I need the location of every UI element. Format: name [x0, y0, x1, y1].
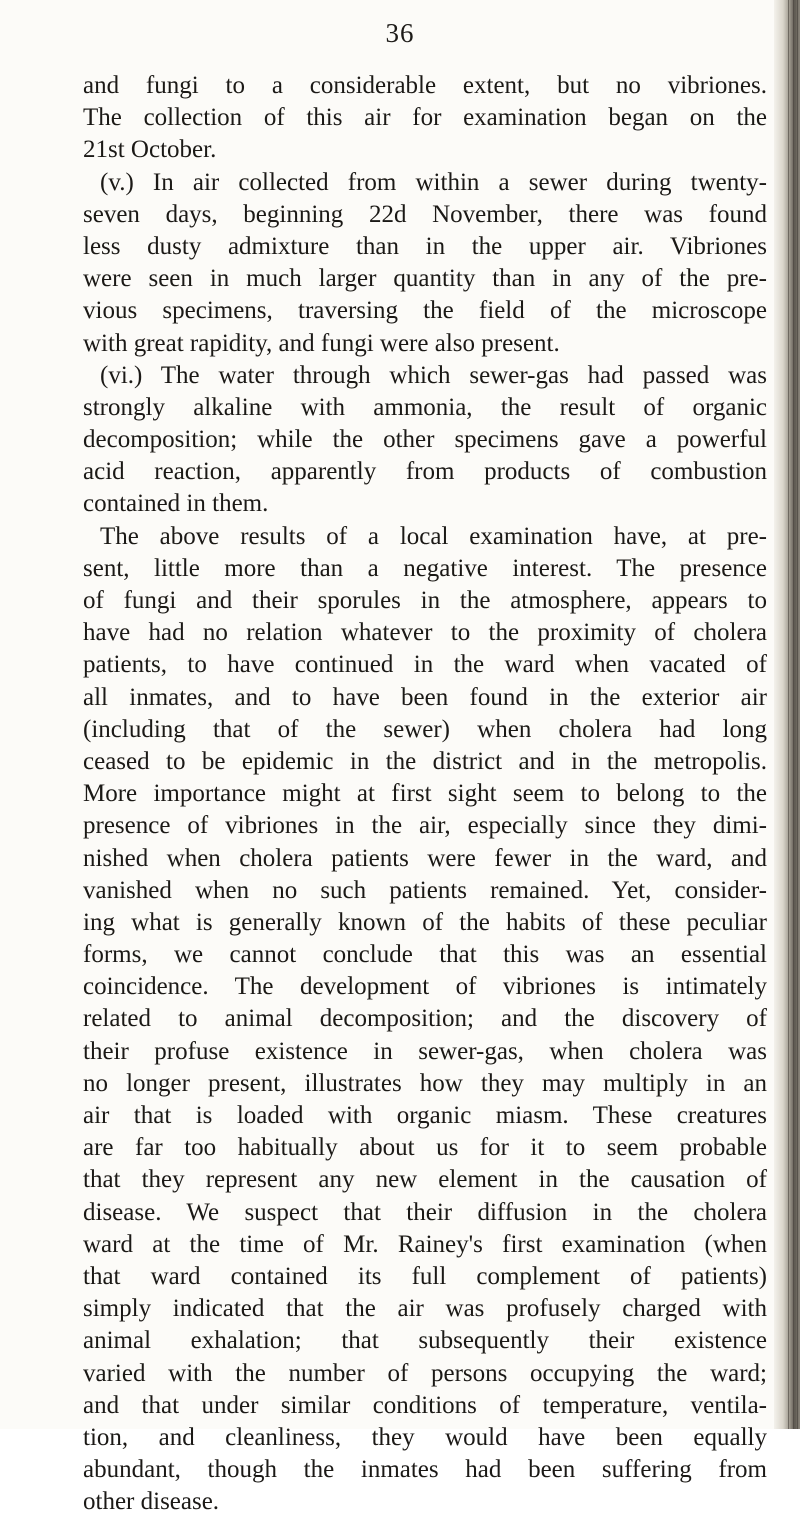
text-line: patients, to have continued in the ward when vacated of	[83, 651, 767, 679]
page-number: 36	[385, 18, 415, 48]
body-text	[83, 70, 767, 1518]
text-line: simply indicated that the air was profusely charged with	[83, 1295, 767, 1323]
text-line: contained in them.	[83, 490, 269, 518]
text-line: all inmates, and to have been found in the exterior air	[83, 683, 767, 711]
page-edge-line	[797, 0, 798, 1429]
text-line: of fungi and their sporules in the atmosphere, appears to	[83, 587, 767, 614]
text-line: other disease.	[83, 1488, 220, 1516]
text-line: decomposition; while the other specimens gave a powerful	[83, 426, 767, 454]
text-line: ceased to be epidemic in the district and in the metropolis.	[83, 747, 767, 775]
text-line: abundant, though the inmates had been suffering from	[83, 1456, 767, 1484]
page-edge-shadow	[774, 0, 800, 1429]
text-line: ward at the time of Mr. Rainey's first examination (when	[83, 1230, 767, 1258]
text-line: and that under similar conditions of temperature, ventila-	[83, 1391, 767, 1419]
text-line: (including that of the sewer) when cholera had long	[83, 715, 767, 743]
text-line: have had no relation whatever to the proximity of cholera	[83, 619, 767, 647]
text-line: tion, and cleanliness, they would have been equally	[83, 1423, 767, 1451]
text-line: presence of vibriones in the air, especially since they dimi-	[83, 812, 767, 840]
text-line: (v.) In air collected from within a sewer during twenty-	[100, 168, 767, 196]
text-line: that they represent any new element in the causation of	[83, 1166, 767, 1194]
text-line: were seen in much larger quantity than in any of the pre-	[83, 265, 767, 293]
text-line: related to animal decomposition; and the discovery of	[83, 1005, 767, 1033]
text-line: no longer present, illustrates how they may multiply in an	[83, 1069, 767, 1097]
text-line: The collection of this air for examination began on the	[83, 104, 767, 132]
text-line: vious specimens, traversing the field of the microscope	[83, 297, 767, 325]
text-line: ing what is generally known of the habits of these peculiar	[83, 908, 767, 936]
text-line: sent, little more than a negative interest. The presence	[83, 554, 767, 582]
text-line: air that is loaded with organic miasm. These creatures	[83, 1102, 767, 1129]
text-line: and fungi to a considerable extent, but no vibriones.	[83, 72, 767, 99]
text-line: disease. We suspect that their diffusion in the cholera	[83, 1198, 767, 1226]
text-line: varied with the number of persons occupying the ward;	[83, 1359, 767, 1387]
text-line: are far too habitually about us for it to seem probable	[83, 1134, 767, 1162]
text-line: their profuse existence in sewer-gas, when cholera was	[83, 1037, 767, 1065]
text-line: seven days, beginning 22d November, there was found	[83, 200, 767, 228]
text-line: less dusty admixture than in the upper air. Vibriones	[83, 232, 767, 260]
text-line: strongly alkaline with ammonia, the result of organic	[83, 393, 767, 421]
text-line: The above results of a local examination have, at pre-	[100, 522, 767, 550]
page-edge-line	[788, 0, 789, 1429]
text-line: that ward contained its full complement of patients)	[83, 1262, 767, 1290]
text-line: with great rapidity, and fungi were also present.	[83, 329, 560, 357]
text-line: 21st October.	[83, 136, 217, 164]
text-line: nished when cholera patients were fewer in the ward, and	[83, 844, 767, 872]
page-edge-line	[793, 0, 794, 1429]
text-line: forms, we cannot conclude that this was an essential	[83, 941, 767, 969]
text-line: (vi.) The water through which sewer-gas had passed was	[100, 361, 767, 389]
text-line: animal exhalation; that subsequently their existence	[83, 1327, 767, 1355]
text-line: acid reaction, apparently from products of combustion	[83, 458, 767, 486]
text-line: vanished when no such patients remained. Yet, consider-	[83, 876, 767, 904]
text-line: More importance might at first sight seem to belong to the	[83, 780, 767, 808]
text-line: coincidence. The development of vibriones is intimately	[83, 973, 767, 1001]
